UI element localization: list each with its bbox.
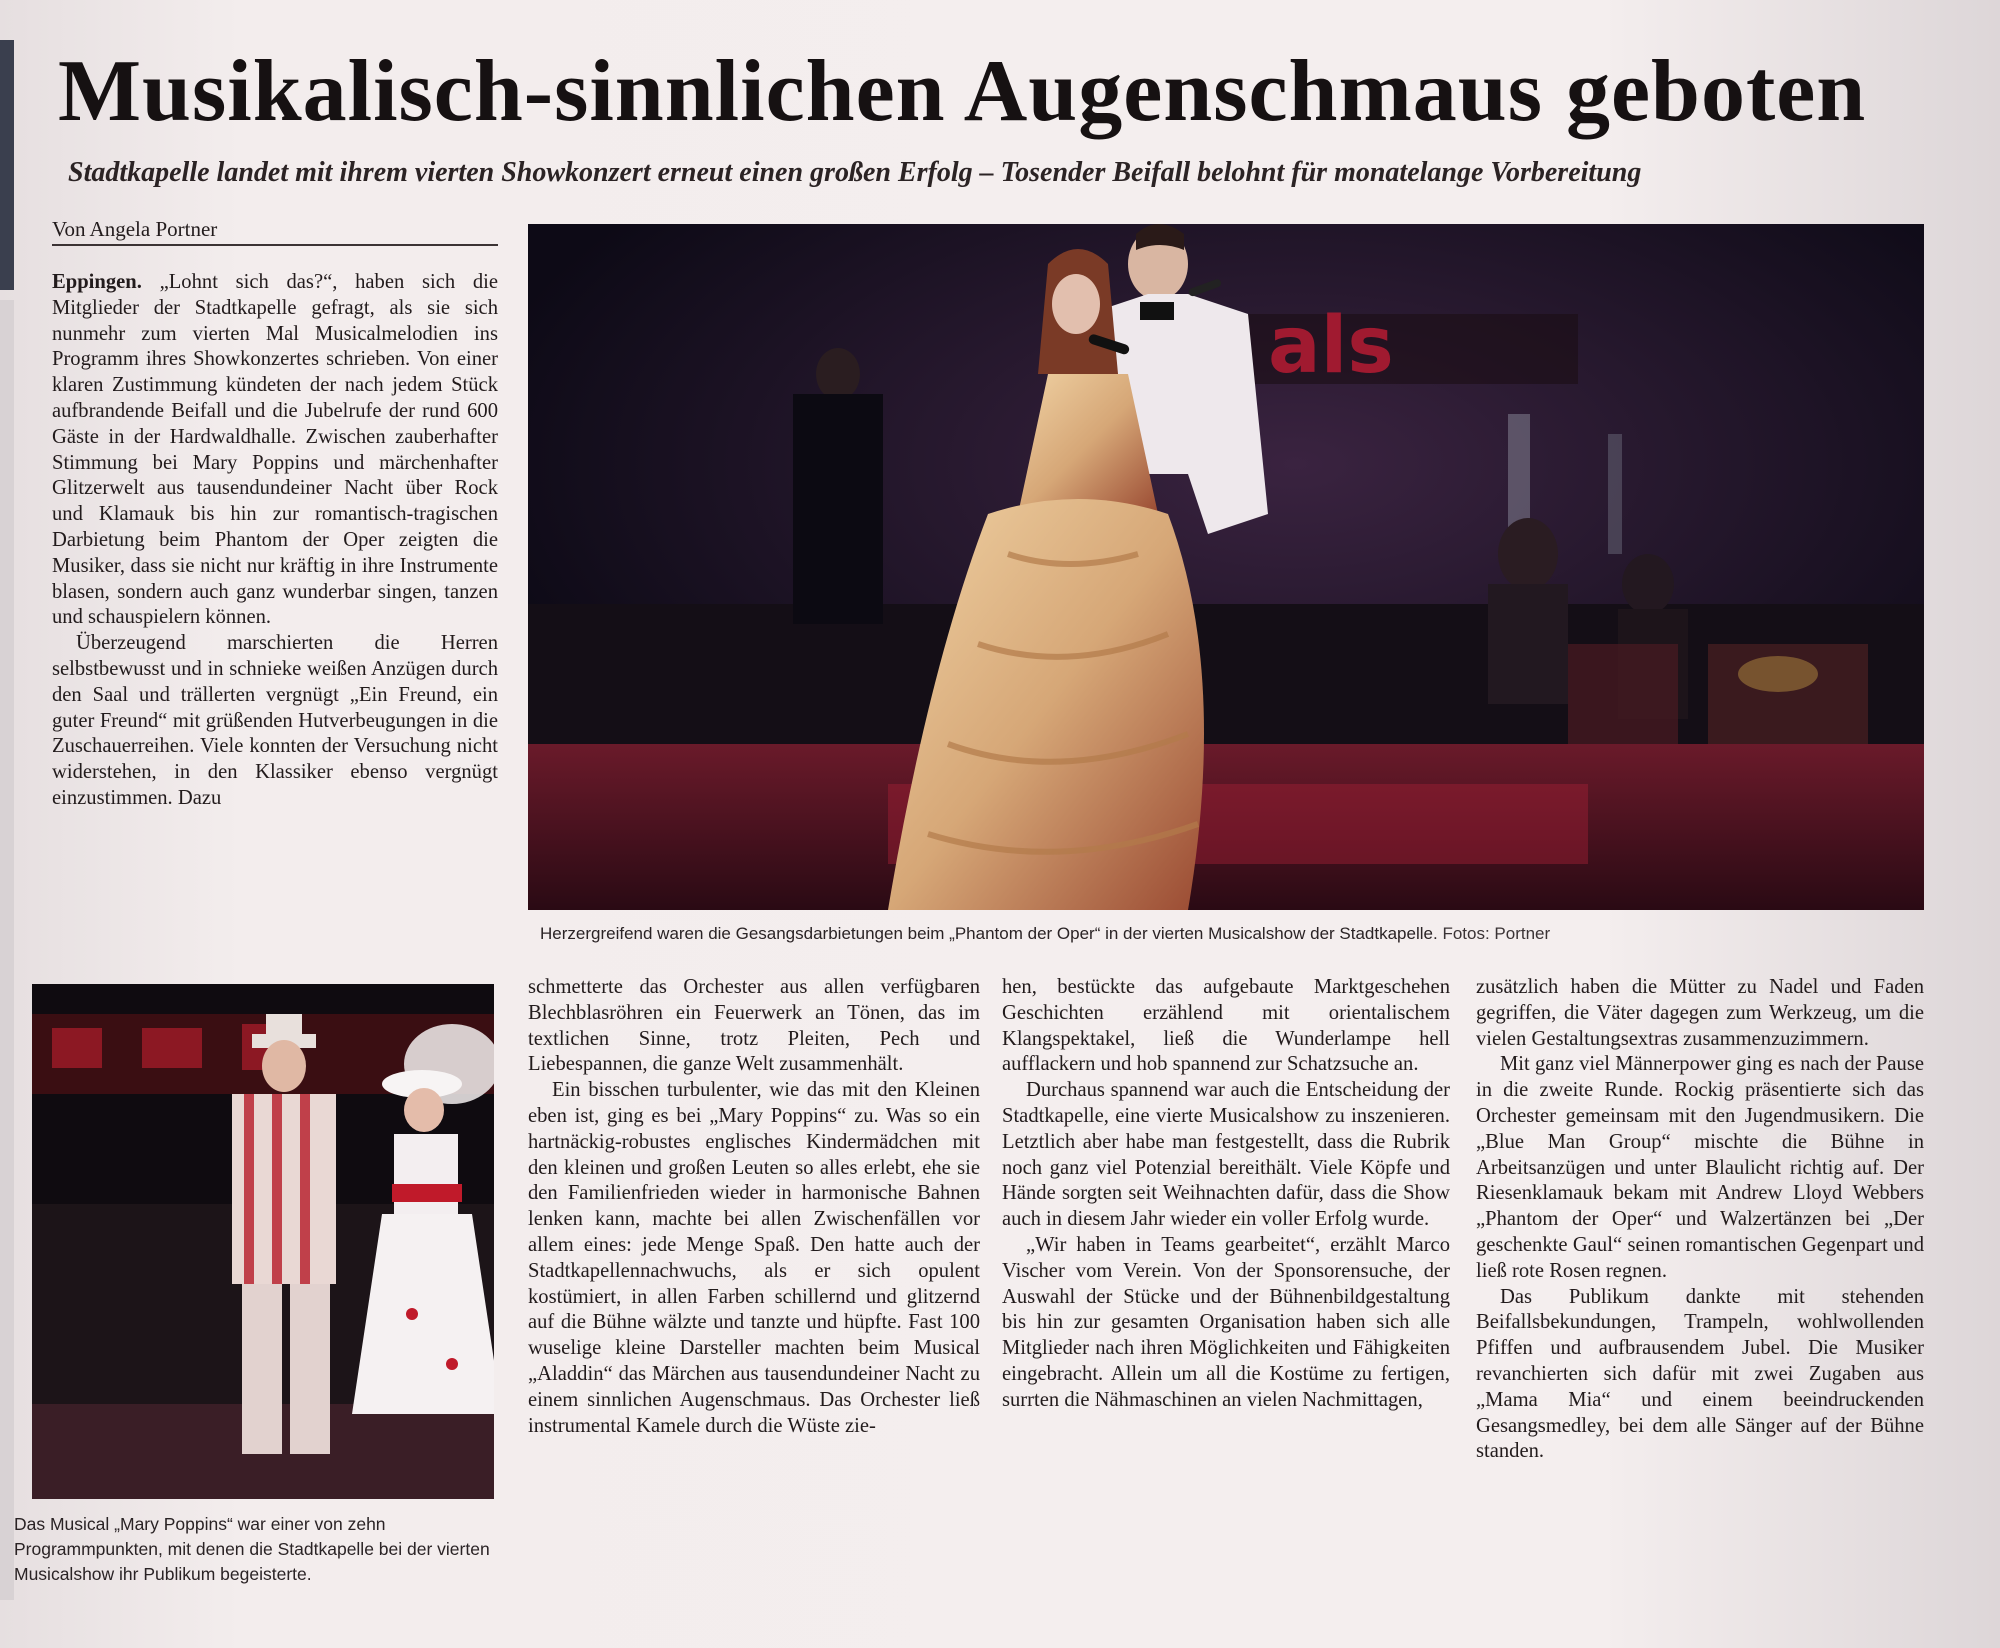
main-photo-phantom-der-oper [528, 224, 1924, 910]
paragraph-2: Ein bisschen turbulenter, wie das mit den Kleinen eben ist, ging es bei „Mary Poppins“ zu. Was so ein hartnäckig-robustes englisches Kindermädchen mit den kleinen und großen Leuten so alles erlebt, ehe sie den Familienfrieden wieder in harmonische Bahnen lenken kann, machte bei allen Zwischenfällen vor allem eines: jede Menge Spaß. Den hatte auch der Stadtkapellennachwuchs, als er sich opulent kostümiert, in allen Farben schillernd und glitzernd auf die Bühne wälzte und tanzte und hüpfte. Fast 100 wuselige kleine Darsteller machten beim Musical „Aladdin“ das Märchen aus tausendundeiner Nacht zu einem sinnlichen Augenschmaus. Das Orchester ließ instrumental Kamele durch die Wüste zie- [528, 1079, 980, 1437]
paragraph-1: zusätzlich haben die Mütter zu Nadel und Faden gegriffen, die Väter dagegen zum Werkzeug, um die vielen Gestaltungsextras zusammenzuzimmern. [1476, 976, 1924, 1050]
subheadline: Stadtkapelle landet mit ihrem vierten Showkonzert erneut einen großen Erfolg – Tosender Beifall belohnt für monatelange Vorbereitung [68, 157, 1642, 188]
paragraph-2: Überzeugend marschierten die Herren selbstbewusst und in schnieke weißen Anzügen durch den Saal und trällerten vergnügt „Ein Freund, ein guter Freund“ mit grüßenden Hutverbeugungen in die Zuschauerreihen. Viele konnten der Versuchung nicht widerstehen, in den Klassiker ebenso vergnügt einzustimmen. Dazu [52, 632, 498, 809]
article-column-3 [1002, 975, 1450, 1414]
paragraph-3: Das Publikum dankte mit stehenden Beifallsbekundungen, Trampeln, wohlwollenden Pfiffen und aufbrausendem Jubel. Die Musiker revanchierten sich dafür mit zwei Zugaben aus „Mama Mia“ und einem beeindruckenden Gesangsmedley, bei dem alle Sänger auf der Bühne standen. [1476, 1285, 1924, 1463]
paragraph-1: schmetterte das Orchester aus allen verfügbaren Blechblasröhren ein Feuerwerk an Tönen, das im textlichen Sinne, trotz Pleiten, Pech und Liebespannen, die ganze Welt zusammenhält. [528, 976, 980, 1076]
small-photo-mary-poppins [32, 984, 494, 1499]
small-photo-caption: Das Musical „Mary Poppins“ war einer von zehn Programmpunkten, mit denen die Stadtkapelle bei der vierten Musicalshow ihr Publikum begeisterte. [14, 1514, 490, 1584]
paragraph-2: Mit ganz viel Männerpower ging es nach der Pause in die zweite Runde. Rockig präsentierte sich das Orchester gemeinsam mit den Jugendmusikern. Die „Blue Man Group“ mischte die Bühne in Arbeitsanzügen und unter Blaulicht richtig auf. Der Riesenklamauk bekam mit Andrew Lloyd Webbers „Phantom der Oper“ und Walzertänzen bei „Der geschenkte Gaul“ seinen romantischen Gegenpart und ließ rote Rosen regnen. [1476, 1053, 1924, 1282]
article-column-4 [1476, 975, 1924, 1465]
paragraph-1: Eppingen. „Lohnt sich das?“, haben sich die Mitglieder der Stadtkapelle gefragt, als sie sich nunmehr zum vierten Mal Musicalmelodien ins Programm ihres Showkonzertes schrieben. Von einer klaren Zustimmung kündeten der nach jedem Stück aufbrandende Beifall und die Jubelrufe der rund 600 Gäste in der Hardwaldhalle. Zwischen zauberhafter Stimmung bei Mary Poppins und märchenhafter Glitzerwelt aus tausendundeiner Nacht über Rock und Klamauk bis hin zur romantisch-tragischen Darbietung beim Phantom der Oper zeigten die Musiker, dass sie nicht nur kräftig in ihre Instrumente blasen, sondern auch ganz wunderbar singen, tanzen und schauspielern können. [52, 271, 498, 629]
headline: Musikalisch-sinnlichen Augenschmaus geboten [58, 43, 1867, 140]
dateline: Eppingen. [52, 271, 142, 293]
article-column-1 [52, 270, 498, 812]
paragraph-3: „Wir haben in Teams gearbeitet“, erzählt Marco Vischer vom Verein. Von der Sponsorensuche, der Auswahl der Stücke und der Bühnenbildgestaltung bis hin zur gesamten Organisation haben sich alle Mitglieder nach ihren Möglichkeiten und Fähigkeiten eingebracht. Allein um all die Kostüme zu fertigen, surrten die Nähmaschinen an vielen Nachmittagen, [1002, 1233, 1450, 1411]
adjacent-page-strip [0, 300, 14, 1600]
paragraph-1: hen, bestückte das aufgebaute Marktgeschehen Geschichten erzählend mit orientalischem Klangspektakel, ließ die Wunderlampe hell aufflackern und hob spannend zur Schatzsuche an. [1002, 976, 1450, 1076]
svg-text:als: als [1268, 301, 1394, 391]
stage-scene-illustration [528, 224, 1924, 910]
article-column-2 [528, 975, 980, 1439]
adjacent-page-edge [0, 40, 14, 290]
photo-credit: Fotos: Portner [1442, 924, 1551, 943]
stage-backdrop-sign [1248, 301, 1578, 391]
mary-poppins-scene-illustration [32, 984, 494, 1499]
byline: Von Angela Portner [52, 217, 498, 246]
main-photo-caption: Herzergreifend waren die Gesangsdarbietungen beim „Phantom der Oper“ in der vierten Musicalshow der Stadtkapelle. Fotos: Portner [540, 924, 1551, 943]
paragraph-2: Durchaus spannend war auch die Entscheidung der Stadtkapelle, eine vierte Musicalshow zu inszenieren. Letztlich aber habe man festgestellt, dass die Rubrik noch ganz viel Potenzial bereithält. Viele Köpfe und Hände sorgten seit Weihnachten dafür, dass die Show auch in diesem Jahr wieder ein voller Erfolg wurde. [1002, 1079, 1450, 1231]
